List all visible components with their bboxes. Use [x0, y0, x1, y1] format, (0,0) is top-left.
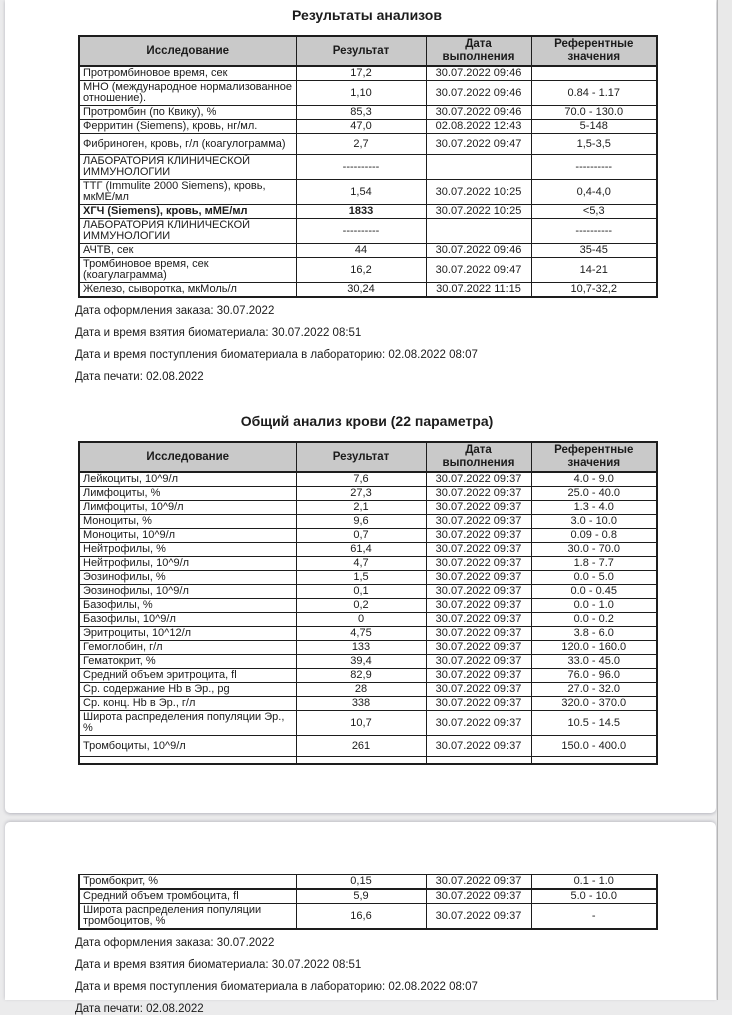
- result-cell: 1833: [296, 205, 426, 219]
- test-name-cell: ЛАБОРАТОРИЯ КЛИНИЧЕСКОЙ ИММУНОЛОГИИ: [79, 219, 296, 244]
- result-cell: ----------: [296, 155, 426, 180]
- result-cell: 47,0: [296, 120, 426, 134]
- report-page-1: [5, 0, 716, 813]
- date-performed-cell: 30.07.2022 09:37: [426, 585, 531, 599]
- reference-range-cell: 10.5 - 14.5: [531, 711, 657, 736]
- test-name-cell: МНО (международное нормализованное отношение).: [79, 81, 296, 106]
- result-cell: 7,6: [296, 472, 426, 487]
- result-cell: 44: [296, 244, 426, 258]
- reference-range-cell: 70.0 - 130.0: [531, 106, 657, 120]
- date-performed-cell: 30.07.2022 09:37: [426, 683, 531, 697]
- column-header: Дата выполнения: [426, 36, 531, 66]
- reference-range-cell: 1,5-3,5: [531, 134, 657, 155]
- print-date-line: Дата печати: 02.08.2022: [75, 1003, 204, 1015]
- column-header: Исследование: [79, 442, 296, 472]
- date-performed-cell: [426, 155, 531, 180]
- lab-test-row: [79, 205, 657, 219]
- result-cell: 338: [296, 697, 426, 711]
- cbc-table: [78, 441, 658, 765]
- lab-test-row: [79, 134, 657, 155]
- column-header: Исследование: [79, 36, 296, 66]
- date-performed-cell: 30.07.2022 10:25: [426, 205, 531, 219]
- test-name-cell: Тромбокрит, %: [79, 875, 296, 890]
- date-performed-cell: 30.07.2022 09:37: [426, 487, 531, 501]
- reference-range-cell: 76.0 - 96.0: [531, 669, 657, 683]
- test-name-cell: Гематокрит, %: [79, 655, 296, 669]
- reference-range-cell: 3.8 - 6.0: [531, 627, 657, 641]
- result-cell: 0,2: [296, 599, 426, 613]
- reference-range-cell: ----------: [531, 219, 657, 244]
- date-performed-cell: 30.07.2022 09:37: [426, 889, 531, 904]
- date-performed-cell: 30.07.2022 10:25: [426, 180, 531, 205]
- biomaterial-taken-line: Дата и время взятия биоматериала: 30.07.2022 08:51: [75, 327, 362, 339]
- test-name-cell: Протромбин (по Квику), %: [79, 106, 296, 120]
- lab-test-row: [79, 599, 657, 613]
- reference-range-cell: 10,7-32,2: [531, 283, 657, 298]
- reference-range-cell: 320.0 - 370.0: [531, 697, 657, 711]
- lab-test-row: [79, 669, 657, 683]
- biomaterial-received-line: Дата и время поступления биоматериала в лабораторию: 02.08.2022 08:07: [75, 349, 478, 361]
- reference-range-cell: 1.3 - 4.0: [531, 501, 657, 515]
- date-performed-cell: 30.07.2022 09:37: [426, 627, 531, 641]
- date-performed-cell: 30.07.2022 09:47: [426, 134, 531, 155]
- date-performed-cell: 30.07.2022 09:37: [426, 904, 531, 930]
- result-cell: 4,75: [296, 627, 426, 641]
- test-name-cell: Широта распределения популяции Эр., %: [79, 711, 296, 736]
- test-name-cell: Моноциты, 10^9/л: [79, 529, 296, 543]
- lab-test-row: [79, 683, 657, 697]
- date-performed-cell: 30.07.2022 09:37: [426, 472, 531, 487]
- test-name-cell: ХГЧ (Siemens), кровь, мМЕ/мл: [79, 205, 296, 219]
- reference-range-cell: 4.0 - 9.0: [531, 472, 657, 487]
- test-name-cell: ТТГ (Immulite 2000 Siemens), кровь, мкМЕ/мл: [79, 180, 296, 205]
- test-name-cell: Фибриноген, кровь, г/л (коагулограмма): [79, 134, 296, 155]
- table-header-row: [79, 442, 657, 472]
- reference-range-cell: 0,4-4,0: [531, 180, 657, 205]
- test-name-cell: Железо, сыворотка, мкМоль/л: [79, 283, 296, 298]
- order-meta-block-1: [75, 305, 716, 383]
- lab-test-row: [79, 641, 657, 655]
- result-cell: 82,9: [296, 669, 426, 683]
- lab-test-row: [79, 180, 657, 205]
- column-header: Результат: [296, 36, 426, 66]
- result-cell: 0: [296, 613, 426, 627]
- lab-test-row: [79, 244, 657, 258]
- lab-test-row: [79, 258, 657, 283]
- lab-test-row: [79, 711, 657, 736]
- biomaterial-received-line: Дата и время поступления биоматериала в лабораторию: 02.08.2022 08:07: [75, 981, 478, 993]
- test-name-cell: [79, 757, 296, 764]
- test-name-cell: Лейкоциты, 10^9/л: [79, 472, 296, 487]
- test-name-cell: Эозинофилы, %: [79, 571, 296, 585]
- result-cell: 10,7: [296, 711, 426, 736]
- test-name-cell: Нейтрофилы, 10^9/л: [79, 557, 296, 571]
- lab-test-row: [79, 571, 657, 585]
- date-performed-cell: 30.07.2022 09:47: [426, 258, 531, 283]
- reference-range-cell: 120.0 - 160.0: [531, 641, 657, 655]
- lab-test-row: [79, 697, 657, 711]
- date-performed-cell: 30.07.2022 09:37: [426, 571, 531, 585]
- lab-test-row: [79, 904, 657, 930]
- result-cell: 1,5: [296, 571, 426, 585]
- lab-test-row: [79, 889, 657, 904]
- test-name-cell: Эозинофилы, 10^9/л: [79, 585, 296, 599]
- result-cell: [296, 757, 426, 764]
- result-cell: 2,1: [296, 501, 426, 515]
- lab-results-table: [78, 35, 658, 298]
- result-cell: 16,6: [296, 904, 426, 930]
- order-date-line: Дата оформления заказа: 30.07.2022: [75, 305, 275, 317]
- result-cell: 17,2: [296, 66, 426, 81]
- result-cell: 9,6: [296, 515, 426, 529]
- test-name-cell: Средний объем тромбоцита, fl: [79, 889, 296, 904]
- lab-test-row: [79, 81, 657, 106]
- test-name-cell: Ср. конц. Hb в Эр., г/л: [79, 697, 296, 711]
- lab-test-row: [79, 155, 657, 180]
- date-performed-cell: 30.07.2022 09:37: [426, 613, 531, 627]
- result-cell: 4,7: [296, 557, 426, 571]
- result-cell: 0,15: [296, 875, 426, 890]
- date-performed-cell: 30.07.2022 09:37: [426, 501, 531, 515]
- reference-range-cell: 0.0 - 1.0: [531, 599, 657, 613]
- test-name-cell: Лимфоциты, %: [79, 487, 296, 501]
- test-name-cell: Средний объем эритроцита, fl: [79, 669, 296, 683]
- reference-range-cell: 14-21: [531, 258, 657, 283]
- reference-range-cell: ----------: [531, 155, 657, 180]
- reference-range-cell: <5,3: [531, 205, 657, 219]
- date-performed-cell: 30.07.2022 11:15: [426, 283, 531, 298]
- lab-test-row: [79, 529, 657, 543]
- cbc-continuation-table: [78, 874, 658, 930]
- lab-test-row: [79, 66, 657, 81]
- reference-range-cell: 3.0 - 10.0: [531, 515, 657, 529]
- result-cell: 1,10: [296, 81, 426, 106]
- reference-range-cell: 0.09 - 0.8: [531, 529, 657, 543]
- page-title: Результаты анализов: [292, 7, 442, 23]
- date-performed-cell: 30.07.2022 09:37: [426, 641, 531, 655]
- lab-test-row: [79, 613, 657, 627]
- test-name-cell: Лимфоциты, 10^9/л: [79, 501, 296, 515]
- order-meta-block-2: [75, 937, 716, 1015]
- result-cell: 27,3: [296, 487, 426, 501]
- lab-test-row: [79, 543, 657, 557]
- lab-test-row: [79, 875, 657, 890]
- date-performed-cell: 30.07.2022 09:46: [426, 81, 531, 106]
- lab-test-row: [79, 736, 657, 757]
- test-name-cell: Ферритин (Siemens), кровь, нг/мл.: [79, 120, 296, 134]
- result-cell: 261: [296, 736, 426, 757]
- lab-test-row: [79, 120, 657, 134]
- date-performed-cell: 30.07.2022 09:37: [426, 515, 531, 529]
- reference-range-cell: 0.1 - 1.0: [531, 875, 657, 890]
- lab-test-row: [79, 557, 657, 571]
- reference-range-cell: 0.84 - 1.17: [531, 81, 657, 106]
- result-cell: 5,9: [296, 889, 426, 904]
- test-name-cell: Тромбоциты, 10^9/л: [79, 736, 296, 757]
- test-name-cell: Ср. содержание Hb в Эр., pg: [79, 683, 296, 697]
- test-name-cell: Нейтрофилы, %: [79, 543, 296, 557]
- date-performed-cell: 02.08.2022 12:43: [426, 120, 531, 134]
- reference-range-cell: 0.0 - 0.45: [531, 585, 657, 599]
- test-name-cell: Эритроциты, 10^12/л: [79, 627, 296, 641]
- date-performed-cell: 30.07.2022 09:37: [426, 655, 531, 669]
- result-cell: 1,54: [296, 180, 426, 205]
- result-cell: 16,2: [296, 258, 426, 283]
- result-cell: 0,7: [296, 529, 426, 543]
- biomaterial-taken-line: Дата и время взятия биоматериала: 30.07.2022 08:51: [75, 959, 362, 971]
- result-cell: 85,3: [296, 106, 426, 120]
- reference-range-cell: 0.0 - 5.0: [531, 571, 657, 585]
- test-name-cell: Тромбиновое время, сек (коагулаграмма): [79, 258, 296, 283]
- date-performed-cell: 30.07.2022 09:46: [426, 66, 531, 81]
- result-cell: 2,7: [296, 134, 426, 155]
- lab-test-row: [79, 106, 657, 120]
- reference-range-cell: -: [531, 904, 657, 930]
- date-performed-cell: 30.07.2022 09:37: [426, 669, 531, 683]
- test-name-cell: ЛАБОРАТОРИЯ КЛИНИЧЕСКОЙ ИММУНОЛОГИИ: [79, 155, 296, 180]
- column-header: Дата выполнения: [426, 442, 531, 472]
- date-performed-cell: 30.07.2022 09:37: [426, 875, 531, 890]
- test-name-cell: Базофилы, 10^9/л: [79, 613, 296, 627]
- reference-range-cell: 5.0 - 10.0: [531, 889, 657, 904]
- lab-test-row: [79, 585, 657, 599]
- date-performed-cell: 30.07.2022 09:37: [426, 599, 531, 613]
- reference-range-cell: [531, 66, 657, 81]
- date-performed-cell: 30.07.2022 09:37: [426, 736, 531, 757]
- lab-test-row: [79, 283, 657, 298]
- reference-range-cell: 33.0 - 45.0: [531, 655, 657, 669]
- result-cell: 30,24: [296, 283, 426, 298]
- reference-range-cell: 30.0 - 70.0: [531, 543, 657, 557]
- result-cell: 133: [296, 641, 426, 655]
- result-cell: ----------: [296, 219, 426, 244]
- reference-range-cell: 35-45: [531, 244, 657, 258]
- column-header: Результат: [296, 442, 426, 472]
- column-header: Референтные значения: [531, 442, 657, 472]
- cbc-section-title: Общий анализ крови (22 параметра): [240, 413, 494, 429]
- date-performed-cell: 30.07.2022 09:37: [426, 529, 531, 543]
- reference-range-cell: [531, 757, 657, 764]
- reference-range-cell: 0.0 - 0.2: [531, 613, 657, 627]
- date-performed-cell: 30.07.2022 09:37: [426, 543, 531, 557]
- date-performed-cell: 30.07.2022 09:37: [426, 557, 531, 571]
- reference-range-cell: 1.8 - 7.7: [531, 557, 657, 571]
- lab-test-row: [79, 501, 657, 515]
- lab-test-row: [79, 472, 657, 487]
- result-cell: 28: [296, 683, 426, 697]
- reference-range-cell: 5-148: [531, 120, 657, 134]
- test-name-cell: АЧТВ, сек: [79, 244, 296, 258]
- scrollbar-track[interactable]: [717, 0, 732, 1000]
- report-page-2: [5, 822, 716, 1015]
- lab-test-row: [79, 219, 657, 244]
- test-name-cell: Широта распределения популяции тромбоцитов, %: [79, 904, 296, 930]
- date-performed-cell: [426, 219, 531, 244]
- print-date-line: Дата печати: 02.08.2022: [75, 371, 204, 383]
- test-name-cell: Моноциты, %: [79, 515, 296, 529]
- column-header: Референтные значения: [531, 36, 657, 66]
- reference-range-cell: 27.0 - 32.0: [531, 683, 657, 697]
- reference-range-cell: 150.0 - 400.0: [531, 736, 657, 757]
- page-top-margin: [5, 822, 716, 874]
- date-performed-cell: [426, 757, 531, 764]
- test-name-cell: Базофилы, %: [79, 599, 296, 613]
- test-name-cell: Гемоглобин, г/л: [79, 641, 296, 655]
- lab-test-row: [79, 757, 657, 764]
- order-date-line: Дата оформления заказа: 30.07.2022: [75, 937, 275, 949]
- date-performed-cell: 30.07.2022 09:37: [426, 711, 531, 736]
- result-cell: 39,4: [296, 655, 426, 669]
- date-performed-cell: 30.07.2022 09:37: [426, 697, 531, 711]
- test-name-cell: Протромбиновое время, сек: [79, 66, 296, 81]
- lab-test-row: [79, 627, 657, 641]
- date-performed-cell: 30.07.2022 09:46: [426, 244, 531, 258]
- reference-range-cell: 25.0 - 40.0: [531, 487, 657, 501]
- date-performed-cell: 30.07.2022 09:46: [426, 106, 531, 120]
- table-header-row: [79, 36, 657, 66]
- result-cell: 61,4: [296, 543, 426, 557]
- lab-test-row: [79, 655, 657, 669]
- result-cell: 0,1: [296, 585, 426, 599]
- lab-test-row: [79, 487, 657, 501]
- lab-test-row: [79, 515, 657, 529]
